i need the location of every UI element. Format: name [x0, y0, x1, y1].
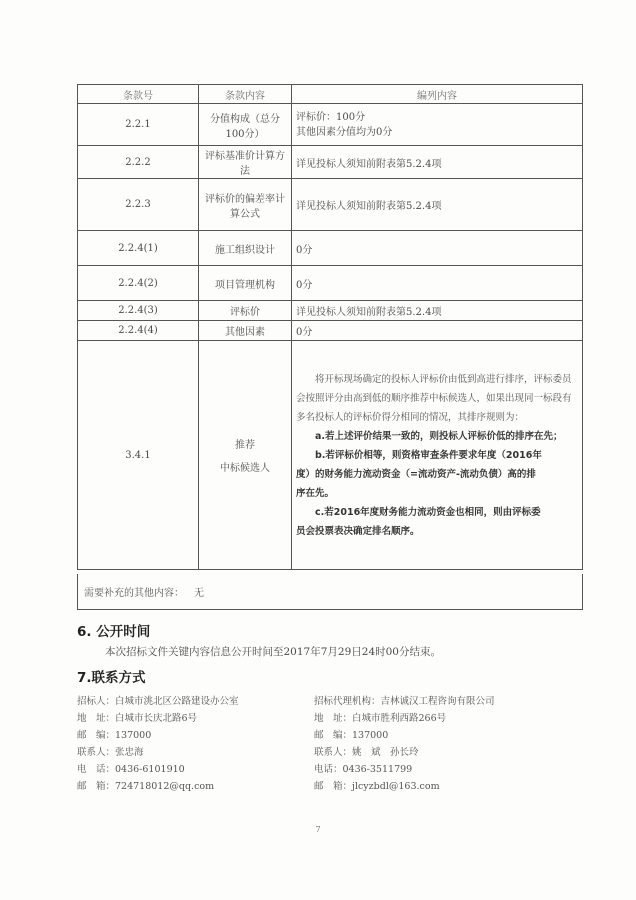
rule-a: a.若上述评价结果一致的，则投标人评标价低的排序在先； [315, 430, 563, 442]
tenderer-contact-person: 联系人：张忠海 [77, 747, 144, 758]
clause-no: 2.2.4(1) [78, 231, 199, 266]
content-line: 评标价：100分 [296, 111, 366, 123]
table-row [78, 146, 583, 179]
clause-content: 详见投标人须知前附表第5.2.4项 [292, 179, 583, 231]
clause-item: 施工组织设计 [199, 231, 292, 266]
clause-content: 0分 [292, 266, 583, 301]
supplement-label: 需要补充的其他内容： [84, 588, 184, 599]
clause-content: 0分 [292, 321, 583, 341]
tenderer-address: 地 址：白城市长庆北路6号 [77, 713, 198, 724]
table-row [78, 104, 583, 146]
table-row [78, 301, 583, 321]
rule-c-line2: 员会投票表决确定排名顺序。 [296, 525, 420, 537]
tenderer-postcode: 邮 编：137000 [77, 730, 152, 741]
header-clause-item: 条款内容 [199, 85, 292, 104]
table-row [78, 266, 583, 301]
clause-item: 分值构成（总分100分） [199, 104, 292, 146]
clause-content: 详见投标人须知前附表第5.2.4项 [292, 301, 583, 321]
tenderer-phone: 电 话：0436-6101910 [77, 764, 185, 775]
clause-content: 0分 [292, 231, 583, 266]
clause-item: 评标价的偏差率计算公式 [199, 179, 292, 231]
agency-name: 招标代理机构：吉林诚汉工程咨询有限公司 [314, 696, 495, 707]
agency-contact [314, 693, 495, 795]
tenderer-contact [77, 693, 239, 795]
rule-c-line1: c.若2016年度财务能力流动资金也相同，则由评标委 [315, 506, 541, 518]
disclosure-period-text: 本次招标文件关键内容信息公开时间至2017年7月29日24时00分结束。 [105, 646, 441, 658]
clause-no: 2.2.2 [78, 146, 199, 179]
clause-item: 评标基准价计算方法 [199, 146, 292, 179]
table-row [78, 179, 583, 231]
clause-item-line: 中标候选人 [220, 463, 270, 474]
tenderer-email: 邮 箱：724718012@qq.com [77, 781, 215, 792]
clause-no: 2.2.3 [78, 179, 199, 231]
clause-no: 2.2.4(3) [78, 301, 199, 321]
rule-b-line2: 度）的财务能力流动资金（=流动资产-流动负债）高的排 [296, 468, 536, 480]
ranking-intro: 将开标现场确定的投标人评标价由低到高进行排序，评标委员会按照评分由高到低的顺序推荐中标候选人，如果出现同一标段有多名投标人的评标价得分相同的情况，其排序规则为： [296, 373, 572, 423]
section-6-title: 6. 公开时间 [77, 624, 151, 640]
clause-item: 其他因素 [199, 321, 292, 341]
clause-item: 项目管理机构 [199, 266, 292, 301]
clause-item-line: 推荐 [235, 440, 255, 451]
header-clause-no: 条款号 [78, 85, 199, 104]
clause-no: 2.2.4(4) [78, 321, 199, 341]
clause-no: 2.2.1 [78, 104, 199, 146]
table-row-recommend [78, 341, 583, 570]
clause-content: 详见投标人须知前附表第5.2.4项 [292, 146, 583, 179]
agency-email: 邮 箱：jlcyzbdl@163.com [314, 781, 440, 792]
table-row [78, 231, 583, 266]
clause-item [199, 341, 292, 570]
evaluation-table [77, 84, 583, 570]
rule-b-line1: b.若评标价相等，则资格审查条件要求年度（2016年 [315, 449, 542, 461]
page-number: 7 [315, 825, 321, 834]
clause-content [292, 104, 583, 146]
ranking-rules [292, 341, 583, 570]
table-header-row [78, 85, 583, 104]
table-row [78, 321, 583, 341]
agency-contact-person: 联系人：姚 斌 孙长玲 [314, 747, 419, 758]
content-line: 其他因素分值均为0分 [296, 126, 393, 138]
agency-postcode: 邮 编：137000 [314, 730, 389, 741]
rule-b-line3: 序在先。 [296, 487, 335, 499]
clause-no: 3.4.1 [78, 341, 199, 570]
agency-address: 地 址：白城市胜利西路266号 [314, 713, 447, 724]
clause-item: 评标价 [199, 301, 292, 321]
clause-no: 2.2.4(2) [78, 266, 199, 301]
supplement-row [77, 574, 583, 610]
header-content: 编列内容 [292, 85, 583, 104]
supplement-value: 无 [194, 588, 204, 599]
section-7-title: 7.联系方式 [77, 670, 146, 686]
agency-phone: 电话：0436-3511799 [314, 764, 413, 775]
tenderer-name: 招标人：白城市洮北区公路建设办公室 [77, 696, 239, 707]
